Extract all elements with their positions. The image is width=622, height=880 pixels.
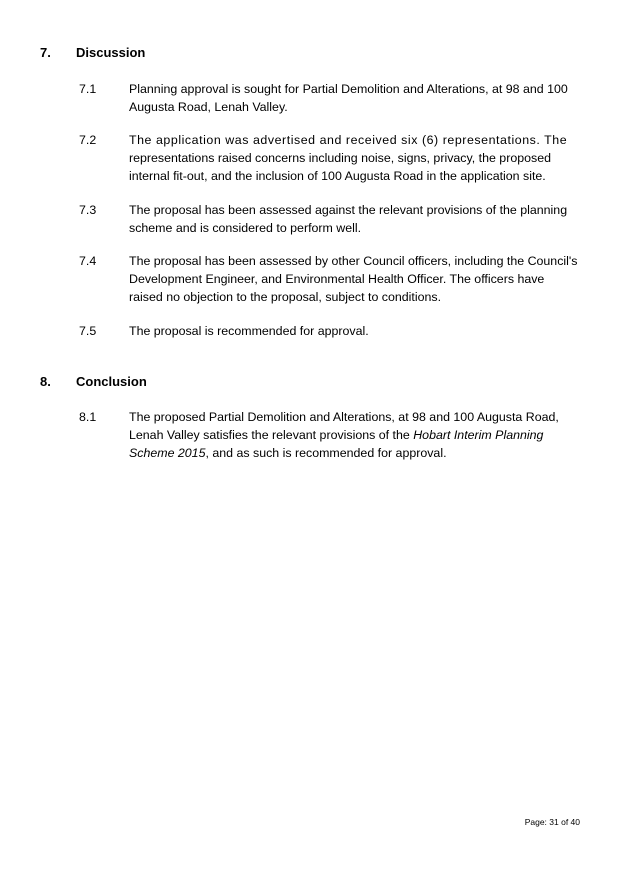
item-text: The proposal has been assessed against the relevant provisions of the planning scheme and is considered to perform well. xyxy=(129,203,568,235)
item-number: 8.1 xyxy=(79,410,97,424)
list-item-7-2 xyxy=(79,131,579,185)
section-title: Discussion xyxy=(76,45,146,60)
item-text: Planning approval is sought for Partial Demolition and Alterations, at 98 and 100 Augusta Road, Lenah Valley. xyxy=(129,82,568,114)
item-text-before: The proposed Partial Demolition and Alterations, at 98 and 100 Augusta Road, Lenah Valley satisfies the relevant provisions of the xyxy=(129,410,559,442)
item-number: 7.2 xyxy=(79,133,97,147)
item-text xyxy=(129,408,579,462)
list-item-7-1 xyxy=(79,80,579,116)
item-text xyxy=(129,131,579,185)
item-text-rest: representations raised concerns including noise, signs, privacy, the proposed internal fit-out, and the inclusion of 100 Augusta Road in the application site. xyxy=(129,151,551,183)
item-text-line1: The application was advertised and received six (6) representations. The xyxy=(129,133,568,147)
scheme-title: Hobart Interim Planning Scheme 2015 xyxy=(129,428,544,460)
section-title: Conclusion xyxy=(76,374,147,389)
section-heading-conclusion xyxy=(40,373,147,391)
list-item-7-4 xyxy=(79,252,579,306)
list-item-7-3 xyxy=(79,201,579,237)
item-text: The proposal is recommended for approval. xyxy=(129,324,369,338)
item-number: 7.4 xyxy=(79,254,97,268)
item-number: 7.1 xyxy=(79,82,97,96)
item-text-after: , and as such is recommended for approval. xyxy=(205,446,447,460)
item-number: 7.3 xyxy=(79,203,97,217)
section-heading-discussion xyxy=(40,44,145,62)
item-text: The proposal has been assessed by other Council officers, including the Council's Development Engineer, and Environmental Health Officer. The officers have raised no objection to the proposal, subject to conditions. xyxy=(129,254,578,304)
page-number: Page: 31 of 40 xyxy=(524,817,580,827)
item-number: 7.5 xyxy=(79,324,97,338)
section-number: 8. xyxy=(40,374,51,389)
list-item-7-5 xyxy=(79,322,579,340)
list-item-8-1 xyxy=(79,408,579,462)
section-number: 7. xyxy=(40,45,51,60)
